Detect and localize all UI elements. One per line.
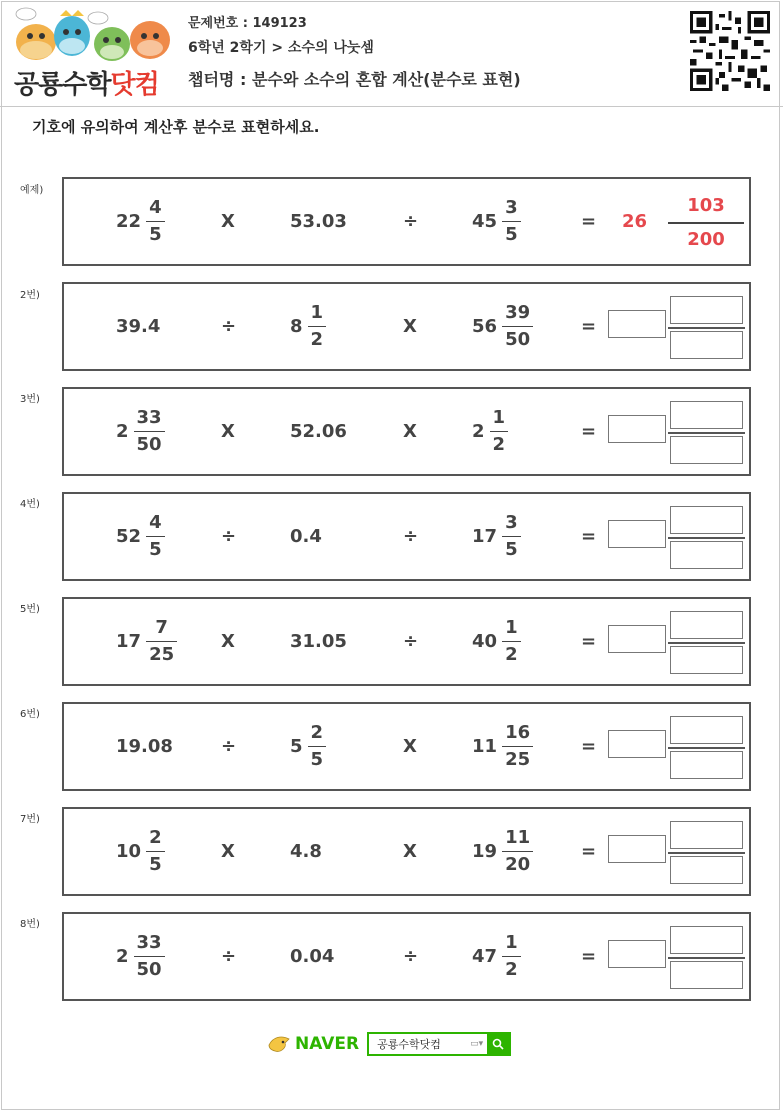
whole-number: 0.04	[290, 946, 335, 967]
term-3	[472, 284, 533, 369]
operator-1: X	[221, 421, 235, 442]
equals-sign: =	[581, 631, 597, 652]
answer-whole-box[interactable]	[608, 415, 666, 443]
example-problem	[62, 177, 751, 266]
whole-number: 10	[116, 841, 142, 862]
numerator: 7	[155, 616, 168, 638]
answer-fraction-bar	[668, 432, 745, 434]
fraction	[134, 930, 165, 984]
header	[0, 0, 783, 107]
denominator: 2	[505, 644, 518, 666]
term-2	[290, 599, 352, 684]
fraction	[490, 405, 509, 459]
equals-sign: =	[581, 946, 597, 967]
fraction	[146, 825, 165, 879]
answer-numerator-box[interactable]	[670, 611, 743, 639]
operator-1: X	[221, 841, 235, 862]
answer-fraction-bar	[668, 852, 745, 854]
equals-sign: =	[581, 421, 597, 442]
fraction	[146, 615, 177, 669]
naver-bird-icon	[267, 1033, 293, 1055]
whole-number: 2	[116, 946, 129, 967]
problem-label: 8번)	[20, 919, 40, 930]
operator-1: X	[221, 631, 235, 652]
term-1	[116, 284, 165, 369]
operator-1: ÷	[221, 526, 237, 547]
whole-number: 40	[472, 631, 498, 652]
answer-denominator-box[interactable]	[670, 646, 743, 674]
numerator: 1	[310, 301, 324, 323]
numerator: 33	[136, 406, 162, 428]
term-1	[116, 599, 177, 684]
problem-row	[62, 912, 751, 1001]
denominator: 50	[136, 434, 162, 456]
logo-text-red: 닷컴	[110, 70, 159, 100]
problem-label: 4번)	[20, 499, 40, 510]
whole-number: 4.8	[290, 841, 322, 862]
fraction	[308, 300, 327, 354]
numerator: 2	[310, 721, 324, 743]
answer-fraction-bar	[668, 957, 745, 959]
numerator: 3	[505, 511, 518, 533]
fraction	[502, 930, 521, 984]
term-2	[290, 284, 326, 369]
problem-row	[62, 807, 751, 896]
qr-code-image	[690, 11, 770, 91]
whole-number: 45	[472, 211, 498, 232]
term-1	[116, 809, 165, 894]
answer-numerator-box[interactable]	[670, 821, 743, 849]
term-2	[290, 809, 327, 894]
answer-numerator-box[interactable]	[670, 926, 743, 954]
answer-whole-box[interactable]	[608, 835, 666, 863]
numerator: 11	[505, 826, 531, 848]
whole-number: 53.03	[290, 211, 347, 232]
problem-label: 2번)	[20, 290, 40, 301]
denominator: 50	[136, 959, 162, 981]
term-1	[116, 179, 165, 264]
problem-row	[62, 702, 751, 791]
denominator: 5	[149, 539, 162, 561]
whole-number: 17	[116, 631, 142, 652]
fraction	[134, 405, 165, 459]
numerator: 1	[505, 616, 518, 638]
chapter-title: 챕터명 : 분수와 소수의 혼합 계산(분수로 표현)	[188, 70, 521, 89]
numerator: 16	[505, 721, 531, 743]
term-1	[116, 704, 178, 789]
answer-denominator-box[interactable]	[670, 856, 743, 884]
numerator: 39	[505, 301, 531, 323]
answer-denominator-box[interactable]	[670, 436, 743, 464]
whole-number: 22	[116, 211, 142, 232]
problem-row	[62, 492, 751, 581]
problem-label: 5번)	[20, 604, 40, 615]
problem-label: 6번)	[20, 709, 40, 720]
keyboard-icon[interactable]: ▭▾	[470, 1039, 484, 1049]
denominator: 25	[505, 749, 531, 771]
answer-numerator-box[interactable]	[670, 401, 743, 429]
fraction	[502, 720, 533, 774]
denominator: 5	[310, 749, 324, 771]
fraction	[502, 510, 521, 564]
equals-sign: =	[581, 736, 597, 757]
example-answer-denominator: 200	[687, 228, 725, 250]
whole-number: 8	[290, 316, 303, 337]
fraction-bar	[668, 222, 744, 224]
term-1	[116, 914, 165, 999]
equals-sign: =	[581, 211, 597, 232]
term-2	[290, 494, 327, 579]
numerator: 33	[136, 931, 162, 953]
whole-number: 52	[116, 526, 142, 547]
problem-row	[62, 282, 751, 371]
problem-row	[62, 597, 751, 686]
grade-path: 6학년 2학기 > 소수의 나눗셈	[188, 40, 374, 56]
whole-number: 17	[472, 526, 498, 547]
answer-whole-box[interactable]	[608, 730, 666, 758]
operator-1: ÷	[221, 946, 237, 967]
whole-number: 5	[290, 736, 303, 757]
denominator: 2	[310, 329, 324, 351]
operator-2: ÷	[403, 526, 419, 547]
fraction	[146, 195, 165, 249]
denominator: 5	[149, 224, 162, 246]
operator-2: X	[403, 316, 417, 337]
answer-denominator-box[interactable]	[670, 331, 743, 359]
term-2	[290, 389, 352, 474]
whole-number: 47	[472, 946, 498, 967]
problem-row	[62, 387, 751, 476]
answer-fraction-bar	[668, 327, 745, 329]
logo-text-dark: 공룡수학	[14, 70, 111, 100]
operator-2: ÷	[403, 211, 419, 232]
operator-1: X	[221, 211, 235, 232]
whole-number: 19	[472, 841, 498, 862]
fraction	[146, 510, 165, 564]
denominator: 2	[492, 434, 506, 456]
fraction	[308, 720, 327, 774]
answer-denominator-box[interactable]	[670, 541, 743, 569]
equals-sign: =	[581, 841, 597, 862]
denominator: 50	[505, 329, 531, 351]
problem-label: 3번)	[20, 394, 40, 405]
whole-number: 39.4	[116, 316, 161, 337]
example-answer-numerator: 103	[687, 195, 725, 216]
denominator: 5	[505, 224, 518, 246]
equals-sign: =	[581, 526, 597, 547]
numerator: 1	[505, 931, 518, 953]
example-answer-fraction	[668, 193, 744, 253]
term-3	[472, 809, 533, 894]
numerator: 4	[149, 511, 162, 533]
whole-number: 2	[116, 421, 129, 442]
term-3	[472, 704, 533, 789]
answer-whole-box[interactable]	[608, 310, 666, 338]
logo-wordmark	[14, 64, 159, 101]
whole-number: 2	[472, 421, 485, 442]
problem-number: 문제번호 : 149123	[188, 16, 307, 31]
answer-whole-box[interactable]	[608, 520, 666, 548]
denominator: 5	[149, 854, 162, 876]
whole-number: 11	[472, 736, 498, 757]
term-3	[472, 179, 521, 264]
answer-fraction-bar	[668, 537, 745, 539]
term-2	[290, 179, 352, 264]
term-2	[290, 914, 339, 999]
denominator: 5	[505, 539, 518, 561]
answer-denominator-box[interactable]	[670, 751, 743, 779]
term-3	[472, 914, 521, 999]
whole-number: 52.06	[290, 421, 347, 442]
answer-numerator-box[interactable]	[670, 716, 743, 744]
whole-number: 56	[472, 316, 498, 337]
operator-2: X	[403, 841, 417, 862]
instruction-text: 기호에 유의하여 계산후 분수로 표현하세요.	[32, 118, 320, 136]
whole-number: 0.4	[290, 526, 322, 547]
naver-search-text[interactable]: 공룡수학닷컴	[377, 1038, 441, 1051]
numerator: 2	[149, 826, 162, 848]
term-1	[116, 389, 165, 474]
search-icon[interactable]	[487, 1034, 509, 1054]
whole-number: 31.05	[290, 631, 347, 652]
problem-label: 예제)	[20, 185, 44, 196]
term-3	[472, 389, 508, 474]
fraction	[502, 825, 533, 879]
denominator: 25	[149, 644, 175, 666]
problem-label: 7번)	[20, 814, 40, 825]
term-1	[116, 494, 165, 579]
naver-search-banner[interactable]	[267, 1031, 511, 1057]
term-2	[290, 704, 326, 789]
answer-numerator-box[interactable]	[670, 506, 743, 534]
numerator: 3	[505, 196, 518, 218]
fraction	[502, 300, 533, 354]
numerator: 4	[149, 196, 162, 218]
denominator: 2	[505, 959, 518, 981]
operator-2: ÷	[403, 631, 419, 652]
term-3	[472, 494, 521, 579]
operator-2: X	[403, 421, 417, 442]
answer-fraction-bar	[668, 642, 745, 644]
denominator: 20	[505, 854, 531, 876]
operator-1: ÷	[221, 736, 237, 757]
fraction	[502, 615, 521, 669]
example-answer-whole: 26	[622, 211, 648, 232]
term-3	[472, 599, 521, 684]
answer-fraction-bar	[668, 747, 745, 749]
answer-whole-box[interactable]	[608, 940, 666, 968]
answer-whole-box[interactable]	[608, 625, 666, 653]
numerator: 1	[492, 406, 506, 428]
operator-1: ÷	[221, 316, 237, 337]
naver-brand: NAVER	[295, 1034, 360, 1054]
operator-2: X	[403, 736, 417, 757]
answer-denominator-box[interactable]	[670, 961, 743, 989]
answer-numerator-box[interactable]	[670, 296, 743, 324]
equals-sign: =	[581, 316, 597, 337]
operator-2: ÷	[403, 946, 419, 967]
fraction	[502, 195, 521, 249]
whole-number: 19.08	[116, 736, 173, 757]
naver-search-box[interactable]	[367, 1032, 511, 1056]
